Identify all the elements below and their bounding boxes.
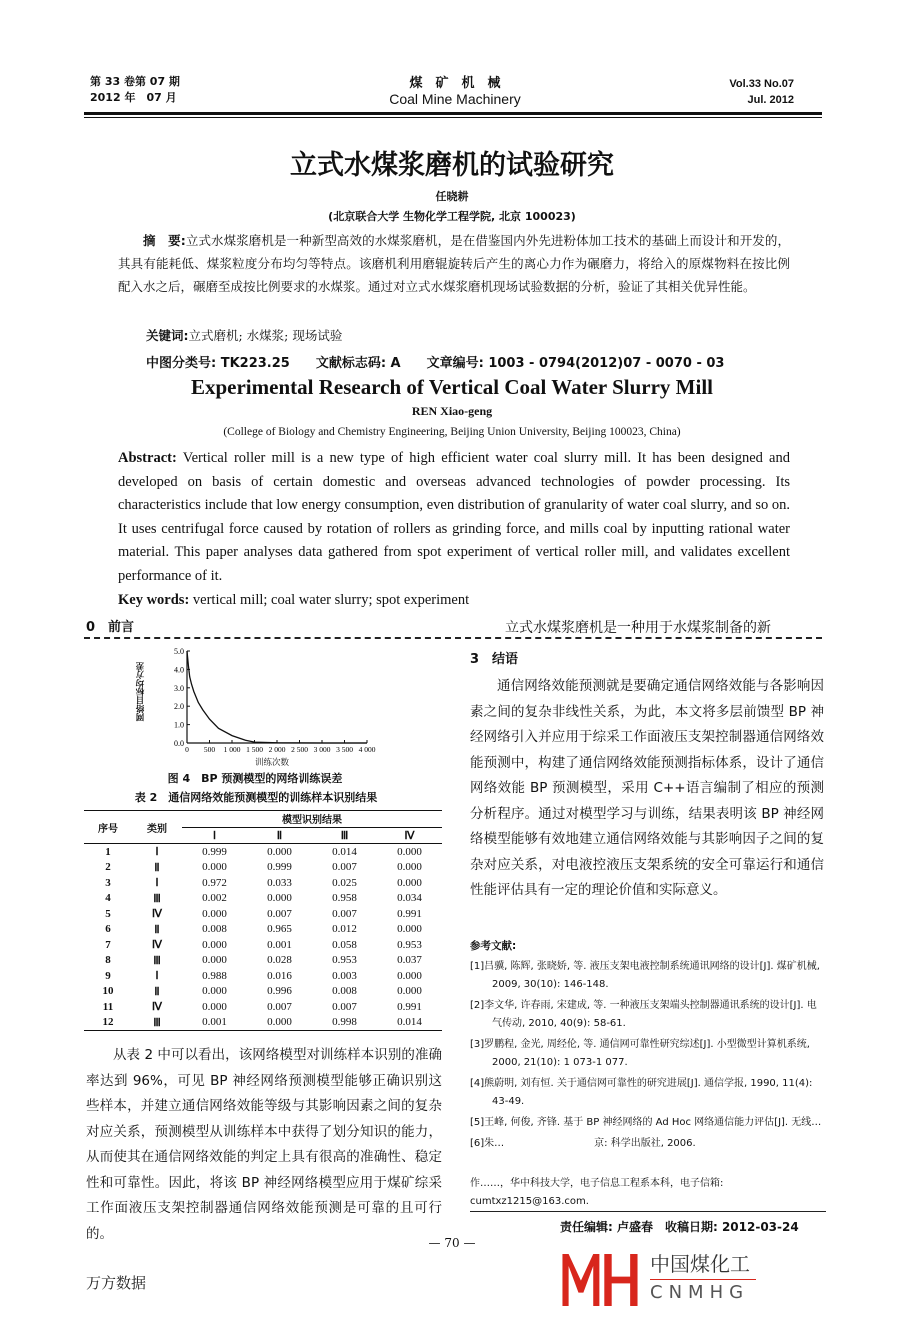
table-row <box>84 860 442 876</box>
table-cell: 0.999 <box>267 861 292 874</box>
table-cell: 0.000 <box>397 969 422 982</box>
x-tick-label: 1 000 <box>223 745 241 754</box>
table-cell: 0.007 <box>267 1000 292 1013</box>
header-rule <box>84 112 822 115</box>
table-cell: Ⅱ <box>154 861 160 874</box>
affiliation-en: (College of Biology and Chemistry Engineering, Beijing Union University, Beijing 100023, China) <box>223 426 681 438</box>
table-cell: 0.000 <box>397 861 422 874</box>
table-cell: 0.000 <box>267 845 292 858</box>
keywords-text: 立式磨机; 水煤浆; 现场试验 <box>188 328 343 343</box>
table-cell: 0.000 <box>397 923 422 936</box>
chart-xlabel: 训练次数 <box>255 758 290 768</box>
table-cell: 0.000 <box>397 845 422 858</box>
table-row <box>84 953 442 969</box>
classification: 中图分类号: TK223.25 文献标志码: A 文章编号: 1003 - 0794(2012)07 - 0070 - 03 <box>146 356 725 371</box>
table-cell: 0.000 <box>397 876 422 889</box>
table-cell: Ⅰ <box>155 846 159 859</box>
volume-en: Vol.33 No.07 Jul. 2012 <box>729 78 794 106</box>
table-cell: 0.996 <box>267 985 292 998</box>
table-cell: 0.000 <box>267 1016 292 1029</box>
table-cell: 10 <box>102 985 114 998</box>
table-cell: 0.000 <box>202 1000 227 1013</box>
watermark-en: CNMHG <box>650 1282 750 1303</box>
table-cell: 0.025 <box>332 876 357 889</box>
table-cell: 0.028 <box>267 954 292 967</box>
conclusion-paragraph: 通信网络效能预测就是要确定通信网络效能与各影响因素之间的复杂非线性关系，为此，本文将多层前馈型 BP 神经网络引入并应用于综采工作面液压支架控制器通信网络效能预测中，构建了通信网络效能预测指标体系，设计了通信网络效能 BP 预测模型，采用 C++语言编制了相应的预测分析程序。通过对模型学习与训练，结果表明该 BP 神经网络模型能够有效地建立通信网络效能与其影响因子之间的复杂对应关系，对电液控液压支架系统的安全可靠运行和通信性能评估具有一定的理论价值和实际意义。 <box>470 678 824 898</box>
abstract-en <box>118 447 790 588</box>
table-cell: 0.007 <box>332 861 357 874</box>
header-class: 类别 <box>132 811 182 844</box>
table-cell: 5 <box>105 907 111 920</box>
table-cell: 0.007 <box>332 1000 357 1013</box>
table-cell: Ⅱ <box>154 923 160 936</box>
table-cell: 0.007 <box>267 907 292 920</box>
table-row <box>84 891 442 907</box>
x-tick-label: 2 000 <box>268 745 286 754</box>
table-cell: 0.965 <box>267 923 292 936</box>
error-curve <box>187 651 367 743</box>
keywords-en-label: Key words: <box>118 592 190 608</box>
table-cell: 0.000 <box>202 985 227 998</box>
header-col-4: Ⅳ <box>377 827 442 844</box>
reference-item: [1]吕骥, 陈辉, 张晓娇, 等. 液压支架电液控制系统通讯网络的设计[J]. 煤矿机械, 2009, 30(10): 146-148. <box>470 961 820 990</box>
table-row <box>84 968 442 984</box>
reference-item: [3]罗鹏程, 金光, 周经伦, 等. 通信网可靠性研究综述[J]. 小型微型计算机系统, 2000, 21(10): 1 073-1 077. <box>470 1039 810 1068</box>
y-tick-label: 1.0 <box>174 720 184 730</box>
y-tick-label: 5.0 <box>174 647 184 656</box>
table-cell: 0.016 <box>267 969 292 982</box>
x-tick-label: 500 <box>203 745 216 754</box>
table-cell: Ⅲ <box>153 1016 161 1029</box>
table-cell: 1 <box>105 845 111 858</box>
header-rule-thin <box>84 117 822 118</box>
table-row <box>84 999 442 1015</box>
footer-source: 万方数据 <box>86 1274 147 1292</box>
header-seq: 序号 <box>84 811 132 844</box>
table-cell: Ⅳ <box>151 939 163 952</box>
table-cell: 0.991 <box>397 907 422 920</box>
table-row <box>84 906 442 922</box>
table-cell: Ⅰ <box>155 970 159 983</box>
abstract-en-label: Abstract: <box>118 450 177 466</box>
table-cell: 0.988 <box>202 969 227 982</box>
table-cell: Ⅳ <box>151 908 163 921</box>
x-tick-label: 0 <box>185 745 189 754</box>
table-cell: Ⅰ <box>155 877 159 890</box>
training-error-chart <box>150 645 390 757</box>
table-cell: 0.998 <box>332 1016 357 1029</box>
figure-caption: 图 4 BP 预测模型的网络训练误差 <box>167 772 343 785</box>
table-row <box>84 875 442 891</box>
keywords-label: 关键词: <box>146 328 189 343</box>
reference-item: [5]王峰, 何俊, 齐锋. 基于 BP 神经网络的 Ad Hoc 网络通信能力评估[J]. 无线… <box>470 1117 822 1128</box>
y-tick-label: 0.0 <box>174 739 184 748</box>
title-en: Experimental Research of Vertical Coal Water Slurry Mill <box>190 375 713 399</box>
table-cell: 0.008 <box>202 923 227 936</box>
affiliation: (北京联合大学 生物化学工程学院, 北京 100023) <box>328 210 576 223</box>
table-cell: 0.008 <box>332 985 357 998</box>
keywords-en <box>118 589 469 613</box>
x-tick-label: 2 500 <box>291 745 308 754</box>
abstract-en-text: Vertical roller mill is a new type of high efficient water coal slurry mill. It has been designed and developed on basis of certain domestic and overseas advanced technologies of powder processing. Its characteristics include that low energy consumption, even distribution of granularity of water coal slurry, and so on. It uses centrifugal force caused by rotation of rollers as grinding force, and mills coal by inputting rational water material. This paper analyses data gathered from spot experiment of vertical roller mill, and validates excellent performance of it. <box>118 450 790 584</box>
table-cell: 0.953 <box>332 954 357 967</box>
table-cell: 2 <box>105 861 111 874</box>
page-number: — 70 — <box>428 1236 476 1250</box>
watermark-cn: 中国煤化工 <box>650 1252 750 1276</box>
header-col-1: Ⅰ <box>182 827 247 844</box>
table-row <box>84 922 442 938</box>
keywords-cn <box>146 324 342 347</box>
table-caption: 表 2 通信网络效能预测模型的训练样本识别结果 <box>134 791 378 804</box>
table-cell: 11 <box>102 1000 114 1013</box>
left-paragraph: 从表 2 中可以看出，该网络模型对训练样本识别的准确率达到 96%，可见 BP 神经网络预测模型能够正确识别这些样本，并建立通信网络效能等级与其影响因素之间的复杂对应关系，预测模型从训练样本中获得了划分知识的能力，从而使其在通信网络效能的判定上具有很高的准确性、稳定性和可靠性。因此，将该 BP 神经网络模型应用于煤矿综采工作面液压支架控制器通信网络效能预测是可靠的且可行的。 <box>86 1047 442 1242</box>
table-cell: 7 <box>105 938 111 951</box>
x-tick-label: 3 000 <box>313 745 331 754</box>
journal-name: 煤 矿 机 械 Coal Mine Machinery <box>389 76 521 107</box>
table-cell: 8 <box>105 954 111 967</box>
y-tick-label: 2.0 <box>174 702 184 712</box>
table-row <box>84 937 442 953</box>
abstract-label: 摘 要: <box>143 233 186 248</box>
table-cell: Ⅳ <box>151 1001 163 1014</box>
table-cell: 0.972 <box>202 876 227 889</box>
table-cell: 0.007 <box>332 907 357 920</box>
watermark-rule <box>650 1279 756 1280</box>
editor-info: 责任编辑: 卢盛春 收稿日期: 2012-03-24 <box>560 1220 799 1234</box>
table-cell: 0.000 <box>202 861 227 874</box>
author: 任晓耕 <box>435 190 469 203</box>
table-cell: 0.012 <box>332 923 357 936</box>
author-en: REN Xiao-geng <box>411 404 493 418</box>
author-note: 作……，华中科技大学，电子信息工程系本科，电子信箱: cumtxz1215@163.com. <box>470 1175 826 1212</box>
header-group: 模型识别结果 <box>182 811 442 828</box>
table-cell: 0.001 <box>267 938 292 951</box>
section-0-heading: 0 前言 <box>86 620 135 635</box>
x-tick-label: 4 000 <box>358 745 376 754</box>
table-cell: 0.034 <box>397 892 422 905</box>
table-cell: 0.000 <box>397 985 422 998</box>
table-cell: 0.033 <box>267 876 292 889</box>
table-cell: 0.058 <box>332 938 357 951</box>
table-cell: 0.014 <box>397 1016 422 1029</box>
chart-ylabel: 网络目标均方差 <box>136 662 146 722</box>
x-tick-label: 1 500 <box>246 745 263 754</box>
section-0-text: 立式水煤浆磨机是一种用于水煤浆制备的新 <box>505 620 771 636</box>
header-col-3: Ⅲ <box>312 827 377 844</box>
table-cell: 0.999 <box>202 845 227 858</box>
keywords-en-text: vertical mill; coal water slurry; spot experiment <box>192 592 470 608</box>
header-col-2: Ⅱ <box>247 827 312 844</box>
table-cell: 0.000 <box>267 892 292 905</box>
table-cell: 0.958 <box>332 892 357 905</box>
x-tick-label: 3 500 <box>336 745 353 754</box>
references-list <box>470 958 826 1156</box>
table-cell: 6 <box>105 923 111 936</box>
table-cell: 4 <box>105 892 111 905</box>
column-divider <box>84 637 822 639</box>
paper-title: 立式水煤浆磨机的试验研究 <box>290 150 614 181</box>
table-row <box>84 844 442 860</box>
table-cell: 3 <box>105 876 111 889</box>
table-cell: Ⅲ <box>153 954 161 967</box>
table-cell: 0.953 <box>397 938 422 951</box>
table-cell: 0.001 <box>202 1016 227 1029</box>
table-cell: 0.000 <box>202 938 227 951</box>
table-cell: Ⅱ <box>154 985 160 998</box>
reference-item: [2]李文华, 许春雨, 宋建成, 等. 一种液压支架端头控制器通讯系统的设计[J]. 电气传动, 2010, 40(9): 58-61. <box>470 1000 817 1029</box>
abstract-text: 立式水煤浆磨机是一种新型高效的水煤浆磨机，是在借鉴国内外先进粉体加工技术的基础上而设计和开发的，其具有能耗低、煤浆粒度分布均匀等特点。该磨机利用磨辊旋转后产生的离心力作为碾磨力，将给入的原煤物料在按比例配入水之后，碾磨至成按比例要求的水煤浆。通过对立式水煤浆磨机现场试验数据的分析，验证了其相关优异性能。 <box>118 233 790 294</box>
table-row <box>84 984 442 1000</box>
table-cell: Ⅲ <box>153 892 161 905</box>
section-3-heading: 3 结语 <box>470 652 519 667</box>
references-heading: 参考文献: <box>470 940 517 952</box>
results-table <box>84 810 442 1031</box>
reference-item: [4]熊蔚明, 刘有恒. 关于通信网可靠性的研究进展[J]. 通信学报, 1990, 11(4): 43-49. <box>470 1078 813 1107</box>
table-cell: 0.014 <box>332 845 357 858</box>
y-tick-label: 3.0 <box>174 683 184 693</box>
table-cell: 12 <box>102 1016 114 1029</box>
table-cell: 9 <box>105 969 111 982</box>
watermark-logo <box>560 1250 640 1306</box>
table-cell: 0.000 <box>202 954 227 967</box>
table-cell: 0.000 <box>202 907 227 920</box>
table-cell: 0.037 <box>397 954 422 967</box>
reference-item: [6]朱… 京: 科学出版社, 2006. <box>470 1138 696 1149</box>
y-tick-label: 4.0 <box>174 665 184 675</box>
volume-issue: 第 33 卷第 07 期 2012 年 07 月 <box>90 75 180 104</box>
table-cell: 0.003 <box>332 969 357 982</box>
table-cell: 0.002 <box>202 892 227 905</box>
table-row <box>84 1015 442 1031</box>
abstract-cn <box>118 229 790 298</box>
table-cell: 0.991 <box>397 1000 422 1013</box>
